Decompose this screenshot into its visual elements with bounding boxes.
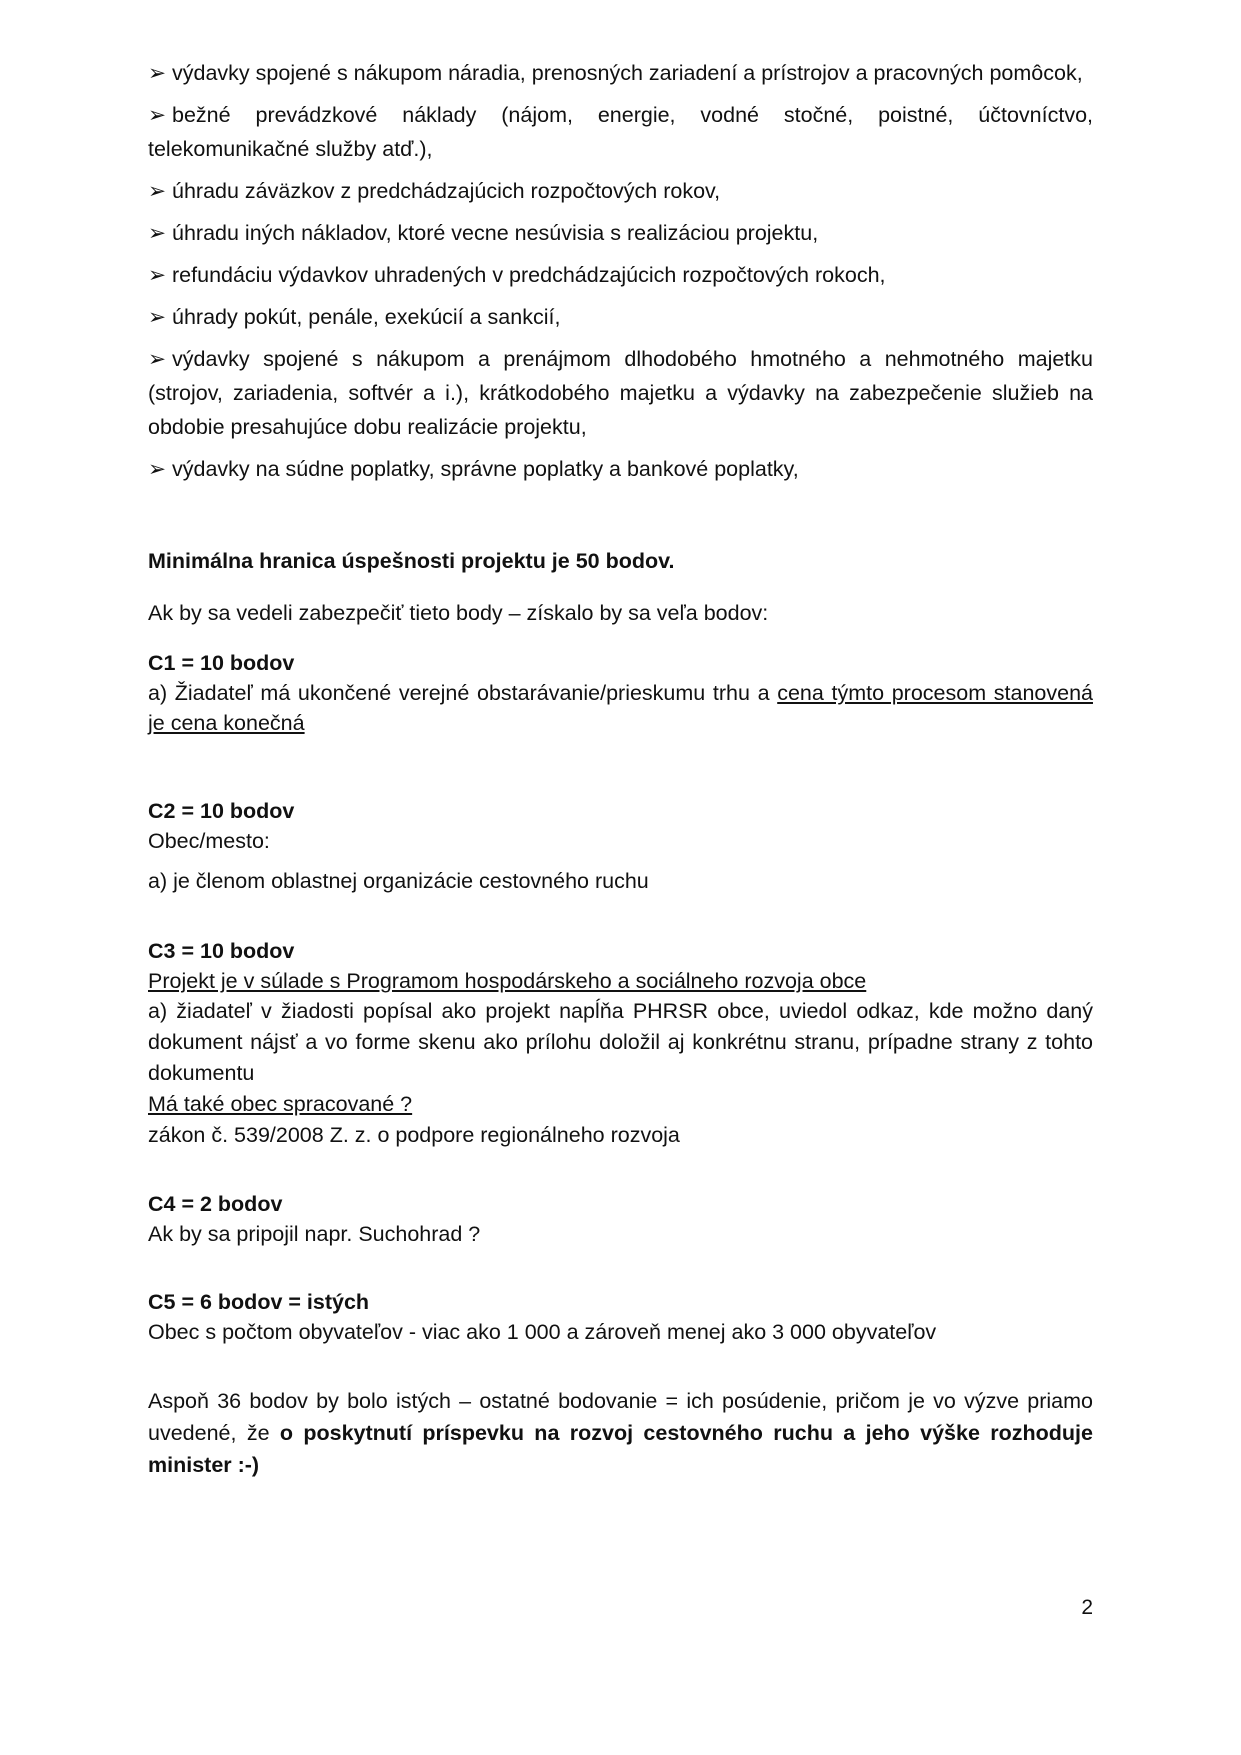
list-item: ➢ výdavky spojené s nákupom a prenájmom dlhodobého hmotného a nehmotného majetku (strojov, zariadenia, softvér a i.), krátkodobého majetku a výdavky na zabezpečenie služieb na obdobie presahujúce dobu realizácie projektu, bbox=[148, 347, 1093, 439]
c2-heading: C2 = 10 bodov bbox=[148, 799, 295, 823]
criterion-c3 bbox=[148, 936, 1093, 1151]
arrow-bullet-icon: ➢ bbox=[148, 457, 167, 481]
page-number: 2 bbox=[1081, 1596, 1093, 1619]
list-item: ➢ výdavky spojené s nákupom náradia, prenosných zariadení a prístrojov a pracovných pomôcok, bbox=[148, 61, 1083, 85]
c2-line1: Obec/mesto: bbox=[148, 829, 270, 853]
arrow-bullet-icon: ➢ bbox=[148, 179, 167, 203]
bullet-list bbox=[148, 56, 1093, 486]
arrow-bullet-icon: ➢ bbox=[148, 347, 167, 371]
arrow-bullet-icon: ➢ bbox=[148, 263, 167, 287]
c4-text: Ak by sa pripojil napr. Suchohrad ? bbox=[148, 1222, 481, 1246]
list-item: ➢ úhradu záväzkov z predchádzajúcich rozpočtových rokov, bbox=[148, 179, 721, 203]
c1-heading: C1 = 10 bodov bbox=[148, 651, 295, 675]
arrow-bullet-icon: ➢ bbox=[148, 61, 167, 85]
c4-heading: C4 = 2 bodov bbox=[148, 1192, 283, 1216]
document-body bbox=[148, 56, 1093, 1481]
c5-heading: C5 = 6 bodov = istých bbox=[148, 1290, 370, 1314]
c5-text: Obec s počtom obyvateľov - viac ako 1 000 a zároveň menej ako 3 000 obyvateľov bbox=[148, 1320, 937, 1344]
intro-text: Ak by sa vedeli zabezpečiť tieto body – získalo by sa veľa bodov: bbox=[148, 601, 769, 625]
arrow-bullet-icon: ➢ bbox=[148, 305, 167, 329]
c3-question: Má také obec spracované ? bbox=[148, 1092, 413, 1116]
threshold-statement: Minimálna hranica úspešnosti projektu je 50 bodov. bbox=[148, 549, 675, 573]
criterion-c4 bbox=[148, 1189, 1093, 1249]
c3-program-statement: Projekt je v súlade s Programom hospodárskeho a sociálneho rozvoja obce bbox=[148, 969, 867, 993]
criterion-c2 bbox=[148, 796, 1093, 898]
arrow-bullet-icon: ➢ bbox=[148, 103, 167, 127]
c3-law: zákon č. 539/2008 Z. z. o podpore regionálneho rozvoja bbox=[148, 1123, 680, 1147]
criterion-c1 bbox=[148, 648, 1093, 738]
c3-text: a) žiadateľ v žiadosti popísal ako projekt napĺňa PHRSR obce, uviedol odkaz, kde možno daný dokument nájsť a vo forme skenu ako prílohu doložil aj konkrétnu stranu, prípadne strany z tohto dokumentu bbox=[148, 999, 1093, 1085]
list-item: ➢ úhrady pokút, penále, exekúcií a sankcií, bbox=[148, 305, 561, 329]
c1-text: a) Žiadateľ má ukončené verejné obstarávanie/prieskumu trhu a cena týmto procesom stanovená je cena konečná bbox=[148, 681, 1093, 735]
list-item: ➢ refundáciu výdavkov uhradených v predchádzajúcich rozpočtových rokoch, bbox=[148, 263, 886, 287]
c3-heading: C3 = 10 bodov bbox=[148, 939, 295, 963]
list-item: ➢ úhradu iných nákladov, ktoré vecne nesúvisia s realizáciou projektu, bbox=[148, 221, 819, 245]
list-item: ➢ výdavky na súdne poplatky, správne poplatky a bankové poplatky, bbox=[148, 457, 799, 481]
c2-line2: a) je členom oblastnej organizácie cestovného ruchu bbox=[148, 869, 649, 893]
summary-paragraph: Aspoň 36 bodov by bolo istých – ostatné bodovanie = ich posúdenie, pričom je vo výzve priamo uvedené, že o poskytnutí príspevku na rozvoj cestovného ruchu a jeho výške rozhoduje minister :-) bbox=[148, 1389, 1093, 1477]
list-item: ➢ bežné prevádzkové náklady (nájom, energie, vodné stočné, poistné, účtovníctvo, telekomunikačné služby atď.), bbox=[148, 103, 1093, 161]
arrow-bullet-icon: ➢ bbox=[148, 221, 167, 245]
criterion-c5 bbox=[148, 1287, 1093, 1347]
